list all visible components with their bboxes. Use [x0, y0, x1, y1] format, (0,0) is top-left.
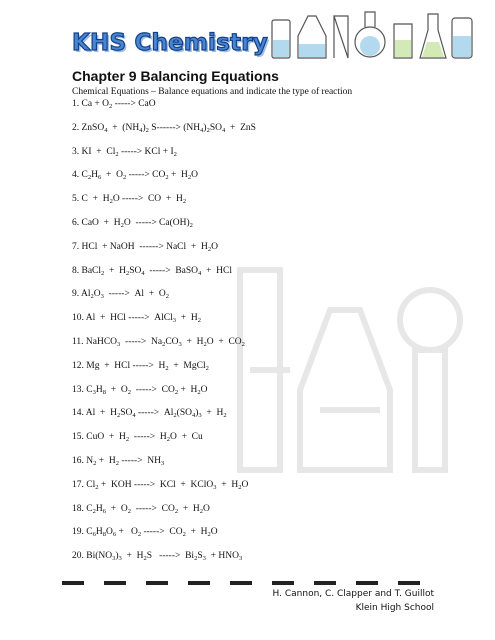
- equation-text: BaCl$_2$ + $H_2SO_4$ -----> BaSO$_4$ + HCl: [81, 265, 232, 277]
- equation-number: 14.: [72, 408, 86, 419]
- equation-number: 9.: [72, 289, 81, 300]
- equation-number: 15.: [72, 432, 87, 443]
- equation-item: [72, 218, 256, 242]
- equation-number: 12.: [72, 360, 87, 371]
- equation-item: [72, 289, 256, 313]
- equation-number: 11.: [72, 336, 86, 347]
- logo-text: KHS Chemistry: [72, 30, 268, 56]
- equation-item: [72, 456, 256, 480]
- school-name: Klein High School: [355, 603, 434, 613]
- equation-number: 18.: [72, 503, 87, 514]
- footer-dash-rule: [62, 580, 422, 586]
- equation-number: 5.: [72, 194, 82, 205]
- equation-item: [72, 361, 256, 385]
- equation-number: 16.: [72, 455, 87, 466]
- equation-item: [72, 147, 256, 171]
- equation-number: 20.: [72, 551, 87, 562]
- equation-text: ZnSO$_4$ + $(NH_4)_2$ $S------> (NH_4)_2SO_4$ + ZnS: [81, 122, 256, 134]
- equation-text: Al + HCl -----> AlCl$_3$ + $H_2$: [85, 313, 201, 325]
- equation-number: 3.: [72, 146, 82, 157]
- author-credit: H. Cannon, C. Clapper and T. Guillot: [272, 589, 434, 599]
- equation-item: [72, 385, 256, 409]
- equation-number: 7.: [72, 241, 82, 252]
- equation-number: 6.: [72, 217, 82, 228]
- khs-chemistry-logo: [72, 30, 268, 56]
- equation-text: $Cl_2$ + KOH -----> KCl + KClO$_3$ + $H_2O$: [86, 479, 249, 491]
- equation-item: [72, 480, 256, 504]
- equation-item: [72, 170, 256, 194]
- equation-item: [72, 432, 256, 456]
- equation-text: $C_3H_8 + O_2$ -----> $CO_2 + H_2O$: [86, 384, 208, 396]
- equation-text: $Bi(NO_3)_3 + H_2S$ -----> $Bi_2S_3 + HNO_3$: [86, 551, 243, 563]
- equation-item: [72, 123, 256, 147]
- lab-equipment-watermark-icon: [230, 250, 470, 490]
- equation-text: NaHCO$_3$ -----> $Na_2CO_3 + H_2O + CO_2$: [85, 336, 245, 348]
- equation-text: HCl + NaOH ------> NaCl + $H_2O$: [81, 241, 218, 253]
- equation-text: KI + $Cl_2$ -----> KCl + $I_2$: [81, 146, 177, 158]
- equation-text: $Al + H_2SO_4$ -----> $Al_2(SO_4)_3 + H_2$: [85, 408, 227, 420]
- equation-text: CaO + $H_2O$ -----> $Ca(OH)_2$: [81, 217, 193, 229]
- equation-text: $N_2 + H_2$ -----> $NH_3$: [86, 455, 165, 467]
- equation-number: 13.: [72, 384, 87, 395]
- equation-number: 10.: [72, 313, 86, 324]
- lab-glassware-icon: [268, 6, 478, 62]
- equation-text: $C_2H_6 + O_2$ -----> $CO_2 + H_2O$: [81, 170, 199, 182]
- page-title: Chapter 9 Balancing Equations: [72, 68, 279, 84]
- equation-item: [72, 242, 256, 266]
- equation-number: 8.: [72, 265, 82, 276]
- equation-text: $C_6H_8O_6 + O_2$ -----> $CO_2 + H_2O$: [86, 527, 218, 539]
- equation-number: 17.: [72, 479, 87, 490]
- equation-item: [72, 337, 256, 361]
- equation-item: [72, 313, 256, 337]
- equation-text: $Ca + O_2$ -----> CaO: [81, 99, 156, 110]
- equation-item: [72, 504, 256, 528]
- equation-text: $C_2H_6 + O_2$ -----> $CO_2 + H_2O$: [86, 503, 210, 515]
- equation-text: $C + H_2O$ -----> CO + $H_2$: [81, 194, 187, 206]
- equation-item: [72, 527, 256, 551]
- equation-list: [72, 99, 256, 575]
- instructions: Chemical Equations – Balance equations and indicate the type of reaction: [72, 87, 353, 97]
- equation-text: CuO + $H_2$ -----> $H_2O + Cu$: [86, 432, 203, 444]
- equation-text: Mg + HCl -----> $H_2$ + MgCl$_2$: [86, 360, 209, 372]
- equation-item: [72, 194, 256, 218]
- equation-item: [72, 408, 256, 432]
- equation-number: 19.: [72, 527, 87, 538]
- equation-number: 1.: [72, 99, 82, 109]
- equation-number: 4.: [72, 170, 82, 181]
- equation-item: [72, 266, 256, 290]
- equation-number: 2.: [72, 122, 82, 133]
- equation-item: [72, 551, 256, 575]
- equation-text: $Al_2O_3$ -----> $Al + O_2$: [80, 289, 170, 301]
- equation-item: [72, 99, 256, 123]
